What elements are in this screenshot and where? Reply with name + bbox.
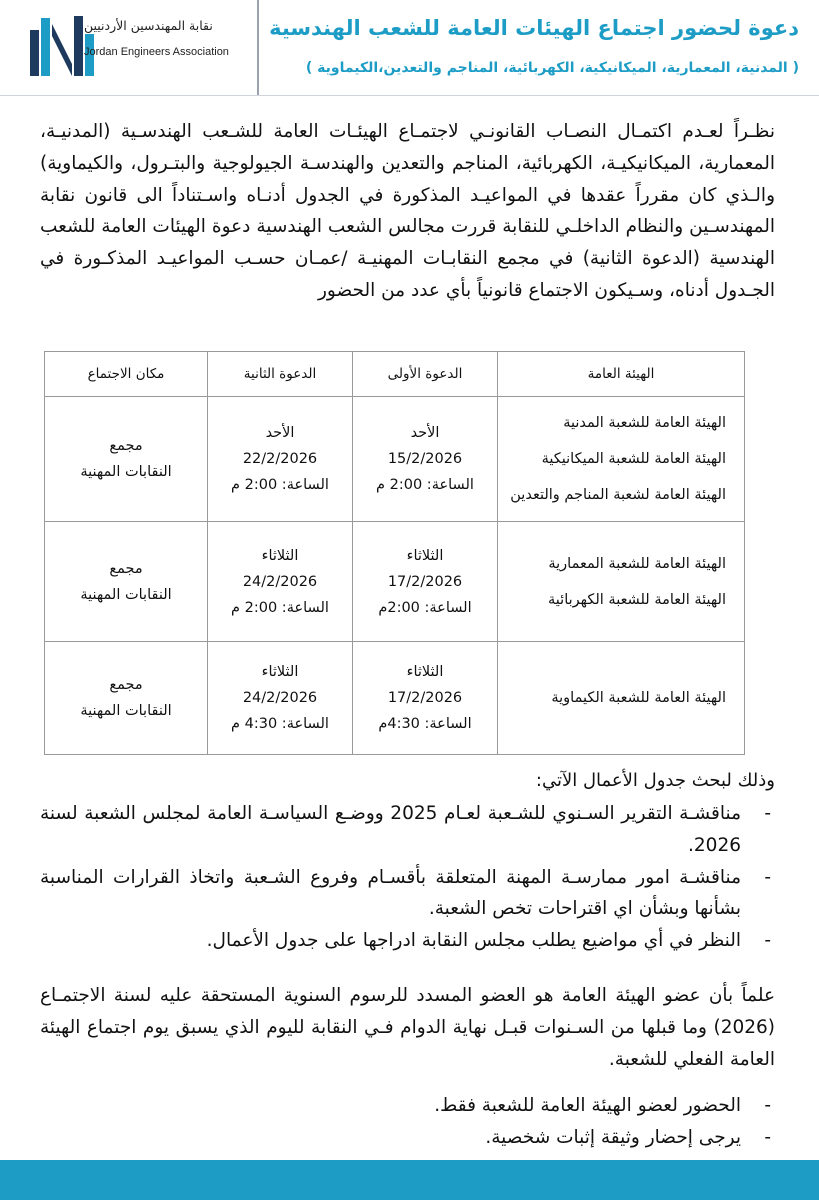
meetings-table [44, 351, 745, 755]
agenda-item [40, 925, 775, 957]
place-line: مجمع [109, 438, 143, 454]
footer-bar [0, 1160, 819, 1200]
logo-text-arabic: نقابة المهندسين الأردنيين [84, 18, 213, 33]
document-header [0, 0, 819, 95]
bullet-dash-icon: - [764, 1095, 771, 1116]
cell-meeting-place [45, 522, 208, 642]
bullet-dash-icon: - [764, 866, 771, 888]
general-body-name: الهيئة العامة للشعبة المعمارية [548, 555, 726, 572]
general-body-name: الهيئة العامة لشعبة المناجم والتعدين [510, 487, 726, 503]
agenda-item-text: مناقشـة التقرير السـنوي للشـعبة لعـام 2025 ووضـع السياسـة العامة لمجلس الشعبة لسنة 2026. [40, 803, 741, 856]
agenda-intro: وذلك لبحث جدول الأعمال الآتي: [535, 770, 775, 791]
bullet-dash-icon: - [764, 1126, 771, 1148]
general-body-name: الهيئة العامة للشعبة الميكانيكية [541, 451, 726, 467]
cell-general-bodies [498, 522, 745, 642]
bullet-dash-icon: - [764, 803, 771, 824]
header-divider [257, 0, 259, 95]
agenda-list [40, 798, 775, 957]
cell-second-call [208, 642, 353, 755]
header-meeting-place: مكان الاجتماع [45, 352, 208, 397]
membership-note: علماً بأن عضو الهيئة العامة هو العضو المسدد للرسوم السنوية المستحقة عليه لسنة الاجتمـاع (2026) وما قبلها من السـنوات قبـل نهاية الدوام فـي النقابة لليوم الذي يسبق يوم اجتماع الهيئة العامة الفعلي للشعبة. [40, 985, 775, 1070]
requirement-item [40, 1122, 775, 1154]
agenda-item [40, 862, 775, 926]
cell-second-call [208, 397, 353, 522]
day: الأحد [265, 425, 295, 441]
date: 15/2/2026 [387, 451, 463, 467]
cell-meeting-place [45, 397, 208, 522]
place-line: مجمع [109, 677, 143, 693]
header-general-body: الهيئة العامة [498, 352, 745, 397]
agenda-item-text: مناقشـة امور ممارسـة المهنة المتعلقة بأقسـام وفروع الشـعبة واتخاذ القرارات المناسبة بشأنها وبشأن اي اقتراحات تخص الشعبة. [40, 866, 741, 920]
header-second-call: الدعوة الثانية [208, 352, 353, 397]
general-body-name: الهيئة العامة للشعبة الكهربائية [548, 591, 726, 608]
header-first-call: الدعوة الأولى [353, 352, 498, 397]
requirement-text: الحضور لعضو الهيئة العامة للشعبة فقط. [434, 1095, 741, 1116]
date: 24/2/2026 [242, 690, 318, 706]
requirement-item [40, 1090, 775, 1122]
day: الثلاثاء [261, 664, 299, 680]
date: 22/2/2026 [242, 451, 318, 467]
date: 17/2/2026 [387, 573, 463, 590]
date: 17/2/2026 [387, 690, 463, 706]
day: الثلاثاء [261, 547, 299, 564]
time: الساعة: 4:30 م [231, 716, 329, 732]
date: 24/2/2026 [242, 573, 318, 590]
page-title: دعوة لحضور اجتماع الهيئات العامة للشعب الهندسية [269, 16, 799, 40]
general-body-name: الهيئة العامة للشعبة المدنية [563, 415, 726, 431]
table-header-row [45, 352, 745, 397]
place-line: النقابات المهنية [80, 703, 172, 719]
table-row [45, 397, 745, 522]
page-subtitle: ( المدنية، المعمارية، الميكانيكية، الكهربائية، المناجم والتعدين،الكيماوية ) [305, 60, 799, 76]
cell-first-call [353, 642, 498, 755]
header-rule [0, 95, 819, 96]
cell-meeting-place [45, 642, 208, 755]
time: الساعة: 2:00 م [231, 477, 329, 493]
place-line: النقابات المهنية [80, 464, 172, 480]
time: الساعة: 2:00 م [231, 599, 329, 616]
logo-text-english: Jordan Engineers Association [84, 46, 229, 58]
time: الساعة: 4:30م [378, 716, 472, 732]
cell-second-call [208, 522, 353, 642]
day: الثلاثاء [406, 664, 444, 680]
time: الساعة: 2:00م [378, 599, 472, 616]
day: الأحد [410, 425, 440, 441]
bullet-dash-icon: - [764, 930, 771, 952]
table-row [45, 642, 745, 755]
time: الساعة: 2:00 م [376, 477, 474, 493]
cell-first-call [353, 397, 498, 522]
requirement-text: يرجى إحضار وثيقة إثبات شخصية. [485, 1126, 741, 1148]
general-body-name: الهيئة العامة للشعبة الكيماوية [551, 690, 726, 706]
table-row [45, 522, 745, 642]
cell-general-bodies [498, 642, 745, 755]
intro-paragraph: نظـراً لعـدم اكتمـال النصـاب القانونـي لاجتمـاع الهيئـات العامة للشـعب الهندسـية (المدنيـة، المعمارية، الميكانيكيـة، الكهربائية، المناجم والتعدين والهندسـة الجيولوجية والبتـرول، والكيماوية) والـذي كان مقرراً عقدها في المواعيـد المذكورة في الجدول أدنـاه واسـتناداً الى قانون نقابة المهندسـين والنظام الداخلـي للنقابة قررت مجالس الشعب الهندسية دعوة الهيئات العامة للشعب الهندسية (الدعوة الثانية) في مجمع النقابـات المهنيـة /عمـان حسـب المواعيـد المذكـورة في الجـدول أدناه، وسـيكون الاجتماع قانونياً بأي عدد من الحضور [40, 121, 775, 301]
requirements-list [40, 1090, 775, 1154]
cell-general-bodies [498, 397, 745, 522]
cell-first-call [353, 522, 498, 642]
place-line: مجمع [109, 560, 143, 577]
agenda-item-text: النظر في أي مواضيع يطلب مجلس النقابة ادراجها على جدول الأعمال. [206, 930, 741, 952]
place-line: النقابات المهنية [80, 586, 172, 603]
agenda-item [40, 798, 775, 862]
day: الثلاثاء [406, 547, 444, 564]
